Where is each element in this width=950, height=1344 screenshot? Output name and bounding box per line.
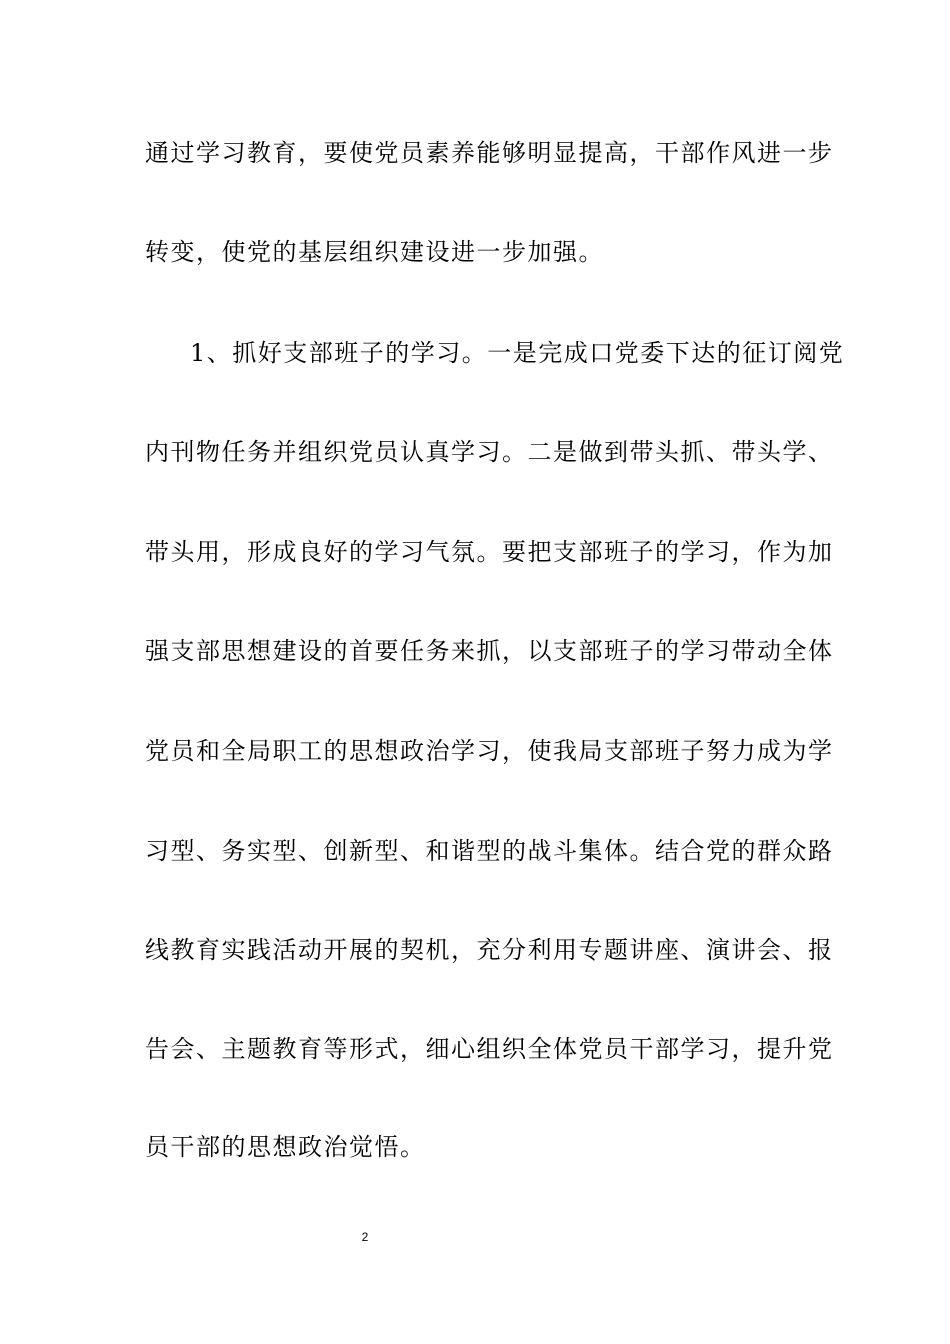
paragraph-line: 线教育实践活动开展的契机，充分利用专题讲座、演讲会、报	[145, 936, 834, 964]
paragraph-line: 员干部的思想政治觉悟。	[145, 1133, 426, 1161]
paragraph-line: 转变，使党的基层组织建设进一步加强。	[145, 238, 604, 266]
paragraph-line: 告会、主题教育等形式，细心组织全体党员干部学习，提升党	[145, 1035, 834, 1063]
paragraph-line: 强支部思想建设的首要任务来抓，以支部班子的学习带动全体	[145, 637, 834, 665]
paragraph-line: 党员和全局职工的思想政治学习，使我局支部班子努力成为学	[145, 737, 834, 765]
page-number: 2	[361, 1230, 369, 1244]
paragraph-line: 通过学习教育，要使党员素养能够明显提高，干部作风进一步	[145, 139, 834, 167]
paragraph-line: 习型、务实型、创新型、和谐型的战斗集体。结合党的群众路	[145, 837, 834, 865]
paragraph-line: 带头用，形成良好的学习气氛。要把支部班子的学习，作为加	[145, 538, 834, 566]
paragraph-line: 内刊物任务并组织党员认真学习。二是做到带头抓、带头学、	[145, 438, 834, 466]
paragraph-line: 1、抓好支部班子的学习。一是完成口党委下达的征订阅党	[190, 339, 845, 367]
